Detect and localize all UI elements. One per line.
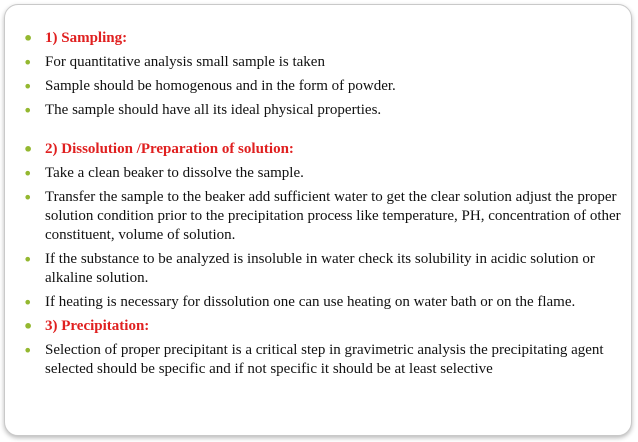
heading-text: 3) Precipitation: (45, 318, 150, 334)
list-item-text: For quantitative analysis small sample is taken (45, 54, 325, 70)
list-item (21, 77, 621, 96)
heading-text: 2) Dissolution /Preparation of solution: (45, 141, 294, 157)
list-item (21, 101, 621, 120)
list-item-text: If heating is necessary for dissolution one can use heating on water bath or on the flame. (45, 294, 576, 310)
slide-frame (4, 4, 632, 436)
bullet-icon: • (23, 164, 33, 183)
list-item (21, 250, 621, 288)
list-item (21, 293, 621, 312)
bullet-icon: • (23, 29, 34, 48)
list-item (21, 53, 621, 72)
bullet-icon: • (23, 53, 33, 72)
bullet-icon: • (23, 140, 34, 159)
list-item-text: Take a clean beaker to dissolve the sample. (45, 165, 304, 181)
bullet-icon: • (23, 317, 34, 336)
list-item-text: Sample should be homogenous and in the form of powder. (45, 78, 396, 94)
section-heading-precipitation (21, 317, 621, 336)
slide-content (21, 29, 621, 384)
list-item (21, 164, 621, 183)
list-item (21, 188, 621, 245)
list-item-text: Selection of proper precipitant is a critical step in gravimetric analysis the precipitating agent selected should be specific and if not specific it should be at least selective (45, 342, 604, 377)
list-item (21, 341, 621, 379)
heading-text: 1) Sampling: (45, 30, 128, 46)
list-item-text: Transfer the sample to the beaker add sufficient water to get the clear solution adjust the proper solution condition prior to the precipitation process like temperature, PH, concentration of other constituent, volume of solution. (45, 189, 621, 243)
list-item-text: The sample should have all its ideal physical properties. (45, 102, 382, 118)
bullet-icon: • (23, 101, 33, 120)
list-item-text: If the substance to be analyzed is insoluble in water check its solubility in acidic solution or alkaline solution. (45, 251, 595, 286)
section-heading-dissolution (21, 140, 621, 159)
bullet-icon: • (23, 77, 33, 96)
bullet-icon: • (23, 250, 33, 269)
bullet-icon: • (23, 188, 33, 207)
bullet-icon: • (23, 341, 33, 360)
section-heading-sampling (21, 29, 621, 48)
bullet-icon: • (23, 293, 33, 312)
section-spacer (21, 125, 621, 140)
